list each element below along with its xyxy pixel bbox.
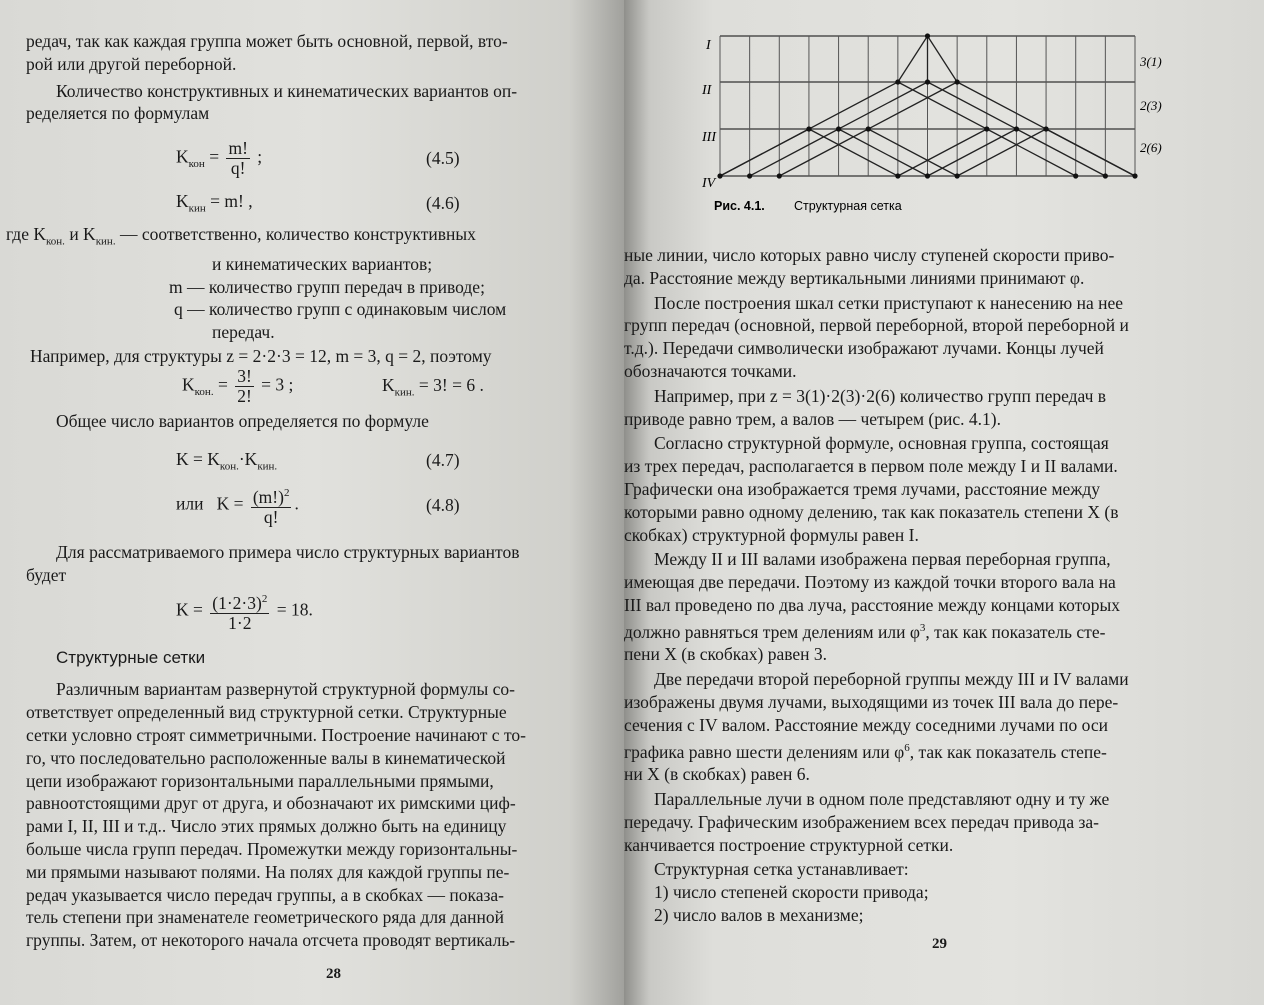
numerator: (m!)	[252, 487, 284, 508]
formula-symbol: K	[176, 191, 189, 212]
text-line: Параллельные лучи в одном поле представляют одну и ту же	[654, 788, 1110, 809]
field-label-2: 2(3)	[1140, 98, 1162, 113]
exponent: 2	[261, 592, 268, 605]
text-line: 2) число валов в механизме;	[654, 904, 864, 925]
structural-grid-figure	[694, 24, 1254, 254]
definitions	[6, 223, 632, 343]
formula-4-5: $K_{кон}$ = $\frac{m!}{q!}$ ; (4.5)	[176, 137, 460, 178]
ray-endpoint	[717, 173, 722, 178]
text-line: Количество конструктивных и кинематических вариантов оп-	[56, 80, 518, 101]
formula-subscript: кон.	[194, 386, 214, 399]
ray-endpoint	[806, 126, 811, 131]
formula-subscript: кин.	[257, 460, 278, 473]
shaft-label-2: II	[702, 83, 712, 98]
ray-endpoint	[955, 79, 960, 84]
total-line: Общее число вариантов определяется по формуле	[56, 410, 429, 431]
ray	[750, 129, 839, 176]
denominator: q!	[263, 507, 279, 528]
formula-lhs: K =	[176, 599, 203, 620]
text-line: группы. Затем, от некоторого начала отсчета проводят вертикаль-	[26, 930, 516, 951]
ray	[957, 82, 1046, 129]
ray-endpoint	[895, 173, 900, 178]
text-line: которыми равно одному делению, так как показатель степени X (в	[624, 501, 1119, 522]
page-number: 28	[326, 966, 341, 982]
numerator: m!	[228, 137, 248, 158]
text-line: тель степени при знаменателе геометрического ряда для данной	[26, 907, 505, 928]
formula-subscript: кон.	[219, 460, 239, 473]
text-line: равноотстоящими друг от друга, и обозначают их римскими циф-	[26, 793, 516, 814]
ray-endpoint	[1073, 173, 1078, 178]
ray	[868, 129, 957, 176]
ray-endpoint	[984, 126, 989, 131]
text-line: Согласно структурной формуле, основная группа, состоящая	[654, 433, 1109, 454]
ray-endpoint	[777, 173, 782, 178]
formula-tail: = 18.	[276, 599, 313, 620]
text-line: пени X (в скобках) равен 3.	[624, 644, 828, 665]
right-page	[624, 0, 1264, 1005]
ray-endpoint	[895, 79, 900, 84]
section-heading: Структурные сетки	[56, 648, 206, 668]
ray	[898, 82, 987, 129]
formula-subscript: кин	[188, 202, 206, 215]
numerator: (1·2·3)	[212, 592, 262, 613]
fraction	[226, 139, 249, 178]
formula-rest: = m! ,	[210, 191, 253, 212]
ray	[839, 82, 928, 129]
fraction	[235, 367, 254, 406]
text-line: ми прямыми называют полями. На полях для каждой группы пе-	[26, 861, 510, 882]
text-line: обозначаются точками.	[624, 360, 797, 381]
ray	[987, 129, 1076, 176]
text-line: передачу. Графическим изображением всех передач привода за-	[624, 811, 1099, 832]
formula-symbol: K	[176, 146, 189, 167]
ray-endpoint	[1132, 173, 1137, 178]
right-body	[624, 244, 1236, 927]
text-line: канчивается построение структурной сетки.	[624, 834, 954, 855]
text-line: ные линии, число которых равно числу ступеней скорости приво-	[624, 245, 1115, 265]
formula-label: (4.8)	[426, 495, 460, 516]
text-line: рами I, II, III и т.д.. Число этих прямых должно быть на единицу	[26, 816, 507, 837]
text-line: Две передачи второй переборной группы между III и IV валами	[654, 669, 1129, 690]
formula-label: (4.7)	[426, 450, 460, 471]
body-text	[26, 678, 632, 952]
text-line: сечения с IV валом. Расстояние между соседними лучами по оси	[624, 714, 1108, 735]
text-line: Графически она изображается тремя лучами, расстояние между	[624, 478, 1101, 499]
formula-result: = 3 ;	[261, 375, 294, 395]
field-label-3: 2(6)	[1140, 140, 1162, 155]
formula-symbol: K = K	[176, 449, 220, 470]
text-line: ределяется по формулам	[26, 103, 210, 124]
formula-4-6	[26, 183, 632, 223]
numerator: 3!	[237, 366, 252, 387]
field-label-1: 3(1)	[1140, 54, 1162, 69]
text-line: рой или другой переборной.	[26, 53, 237, 74]
formula-label: (4.6)	[426, 192, 460, 213]
text-line: имеющая две передачи. Поэтому из каждой точки второго вала на	[624, 572, 1116, 593]
formula-prefix: или	[176, 493, 204, 514]
text-line: т.д.). Передачи символически изображают лучами. Концы лучей	[624, 338, 1104, 359]
ray	[720, 129, 809, 176]
text-line: должно равняться трем делениям или $\varphi^3$, так как показатель сте-	[624, 621, 1106, 642]
formula-rest: = 3! = 6 .	[418, 375, 484, 396]
ray-endpoint	[925, 79, 930, 84]
shaft-label-3: III	[702, 130, 716, 145]
text-line: сетки условно строят симметричными. Построение начинают с то-	[26, 724, 526, 745]
shaft-label-1: I	[706, 38, 711, 53]
text-line: 1) число степеней скорости привода;	[654, 882, 929, 903]
text-line: скобках) структурной формулы равен I.	[624, 524, 919, 545]
text-line: из трех передач, располагается в первом поле между I и II валами.	[624, 456, 1118, 477]
text-line: да. Расстояние между вертикальными линиями принимают φ.	[624, 267, 1085, 288]
ray-endpoint	[1103, 173, 1108, 178]
text-line: го, что последовательно расположенные валы в кинематической	[26, 747, 506, 768]
ray	[809, 82, 898, 129]
formula-4-8	[26, 483, 632, 529]
text-line: будет	[26, 564, 67, 585]
fraction	[210, 590, 269, 633]
ray	[779, 129, 868, 176]
ray-endpoint	[955, 173, 960, 178]
intro-lines	[26, 30, 632, 125]
example-line: Например, для структуры z = 2·2·3 = 12, m = 3, q = 2, поэтому	[30, 346, 492, 367]
formula-4-7	[26, 439, 632, 483]
denominator: 2!	[237, 386, 252, 407]
text-line: Для рассматриваемого примера число структурных вариантов	[56, 541, 520, 562]
formula-subscript: кон	[188, 157, 205, 170]
ray	[809, 129, 898, 176]
formula-result	[26, 586, 632, 636]
text-line: приводе равно трем, а валов — четырем (рис. 4.1).	[624, 408, 1001, 429]
ray	[868, 82, 957, 129]
definition-line: передач.	[212, 321, 275, 342]
figure-caption-text: Структурная сетка	[794, 199, 902, 213]
definition-line: m — количество групп передач в приводе;	[169, 276, 485, 297]
formula-mid: ·K	[238, 449, 258, 470]
struct-lines	[26, 541, 632, 587]
ray	[839, 129, 928, 176]
formula-symbol: K	[182, 375, 195, 395]
ray-endpoint	[925, 33, 930, 38]
ray	[898, 129, 987, 176]
text-line: Между II и III валами изображена первая переборная группа,	[654, 549, 1111, 570]
text-line: редач указывается число передач группы, а в скобках — показа-	[26, 884, 504, 905]
text-line: редач, так как каждая группа может быть основной, первой, вто-	[26, 31, 508, 51]
formula-lhs: K =	[216, 493, 244, 514]
ray-endpoint	[836, 126, 841, 131]
ray-endpoint	[747, 173, 752, 178]
text-line: изображены двумя лучами, выходящими из точек III вала до пере-	[624, 691, 1119, 712]
formula-example: $K_{кон.}$ = $\frac{3!}{2!}$ = 3 ; $K_{кин.} = 3$! = 6 .	[182, 366, 484, 407]
denominator: q!	[230, 157, 246, 178]
text-line: ни X (в скобках) равен 6.	[624, 764, 810, 785]
ray	[928, 36, 958, 82]
text-line: Различным вариантам развернутой структурной формулы со-	[56, 679, 515, 700]
text-line: III вал проведено по два луча, расстояние между концами которых	[624, 594, 1121, 615]
ray	[1046, 129, 1135, 176]
ray	[957, 129, 1046, 176]
ray	[928, 129, 1017, 176]
ray	[1016, 129, 1105, 176]
definition-line: где $K_{кон.}$ и $K_{кин.}$ — соответственно, количество конструктивных	[6, 224, 476, 248]
page-number: 29	[932, 936, 947, 952]
text-line: После построения шкал сетки приступают к нанесению на нее	[654, 292, 1123, 313]
text-line: групп передач (основной, первой переборной, второй переборной и	[624, 315, 1129, 336]
formula-tail: ;	[257, 146, 263, 167]
ray-endpoint	[1043, 126, 1048, 131]
text-line: Структурная сетка устанавливает:	[654, 859, 909, 880]
definition-line: и кинематических вариантов;	[212, 254, 433, 275]
shaft-label-4: IV	[702, 176, 716, 191]
ray-endpoint	[925, 173, 930, 178]
definition-line: q — количество групп с одинаковым числом	[174, 299, 507, 320]
figure-caption-number: Рис. 4.1.	[714, 199, 765, 213]
ray	[928, 82, 1017, 129]
formula-tail: .	[294, 493, 299, 514]
text-line: больше числа групп передач. Промежутки между горизонтальны-	[26, 838, 518, 859]
exponent: 2	[283, 487, 290, 500]
ray-endpoint	[1014, 126, 1019, 131]
formula-subscript: кин.	[394, 386, 415, 399]
formula-label: (4.5)	[426, 147, 460, 168]
fraction	[251, 484, 292, 527]
text-line: цепи изображают горизонтальными параллельными прямыми,	[26, 770, 494, 791]
text-line: графика равно шести делениям или $\varphi^6$, так как показатель степе-	[624, 741, 1107, 762]
ray	[898, 36, 928, 82]
formula-symbol: K	[382, 375, 395, 396]
ray-endpoint	[866, 126, 871, 131]
denominator: 1·2	[228, 612, 252, 633]
text-line: ответствует определенный вид структурной сетки. Структурные	[26, 702, 507, 723]
text-line: Например, при z = 3(1)·2(3)·2(6) количество групп передач в	[654, 385, 1107, 406]
